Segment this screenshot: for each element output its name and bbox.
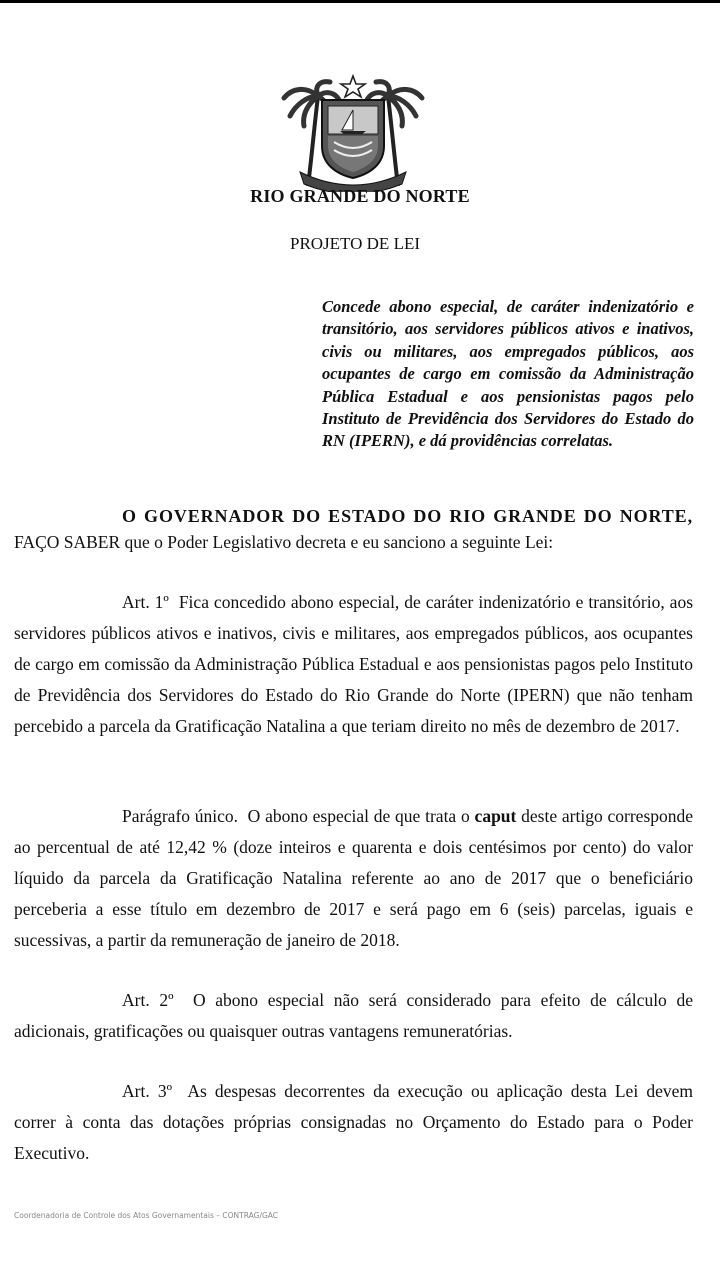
article-1-label: Art. 1º bbox=[122, 592, 169, 612]
article-2-label: Art. 2º bbox=[122, 990, 174, 1010]
page-footer: Coordenadoria de Controle dos Atos Governamentais – CONTRAG/GAC bbox=[14, 1211, 279, 1220]
paragraph-unico-label: Parágrafo único. bbox=[122, 806, 239, 826]
article-3 bbox=[14, 1076, 693, 1169]
law-summary-ementa: Concede abono especial, de caráter indenizatório e transitório, aos servidores públicos ativos e inativos, civis ou militares, aos empregados públicos, aos ocupantes de cargo em comissão da Administração Pública Estadual e aos pensionistas pagos pelo Instituto de Previdência dos Servidores do Estado do RN (IPERN), e dá providências correlatas. bbox=[322, 297, 694, 451]
paragraph-unico-text-before: O abono especial de que trata o bbox=[247, 806, 470, 826]
paragraph-unico-text-after: deste artigo corresponde ao percentual de até 12,42 % (doze inteiros e quarenta e dois centésimos por cento) do valor líquido da parcela da Gratificação Natalina referente ao ano de 2017 que o beneficiário perceberia a esse título em dezembro de 2017 e será pago em 6 (seis) parcelas, iguais e sucessivas, a partir da remuneração de janeiro de 2018. bbox=[14, 806, 694, 950]
article-1 bbox=[14, 587, 693, 742]
enactment-clause: FAÇO SABER que o Poder Legislativo decreta e eu sanciono a seguinte Lei: bbox=[14, 532, 554, 552]
coat-of-arms-emblem bbox=[278, 74, 428, 192]
top-border bbox=[0, 0, 720, 3]
article-2 bbox=[14, 985, 693, 1047]
article-3-label: Art. 3º bbox=[122, 1081, 173, 1101]
governor-heading: O GOVERNADOR DO ESTADO DO RIO GRANDE DO NORTE, bbox=[122, 506, 693, 526]
caput-term: caput bbox=[474, 806, 517, 826]
state-title: RIO GRANDE DO NORTE bbox=[250, 186, 470, 206]
article-3-text: As despesas decorrentes da execução ou aplicação desta Lei devem correr à conta das dotações próprias consignadas no Orçamento do Estado para o Poder Executivo. bbox=[14, 1081, 693, 1163]
article-2-text: O abono especial não será considerado para efeito de cálculo de adicionais, gratificações ou quaisquer outras vantagens remuneratórias. bbox=[14, 990, 694, 1041]
paragraph-unico bbox=[14, 801, 693, 956]
article-1-text: Fica concedido abono especial, de caráter indenizatório e transitório, aos servidores públicos ativos e inativos, civis e militares, aos empregados públicos, aos ocupantes de cargo em comissão da Administração Pública Estadual e aos pensionistas pagos pelo Instituto de Previdência dos Servidores do Estado do Rio Grande do Norte (IPERN) que não tenham percebido a parcela da Gratificação Natalina a que teriam direito no mês de dezembro de 2017. bbox=[14, 592, 694, 736]
document-type: PROJETO DE LEI bbox=[289, 234, 420, 253]
